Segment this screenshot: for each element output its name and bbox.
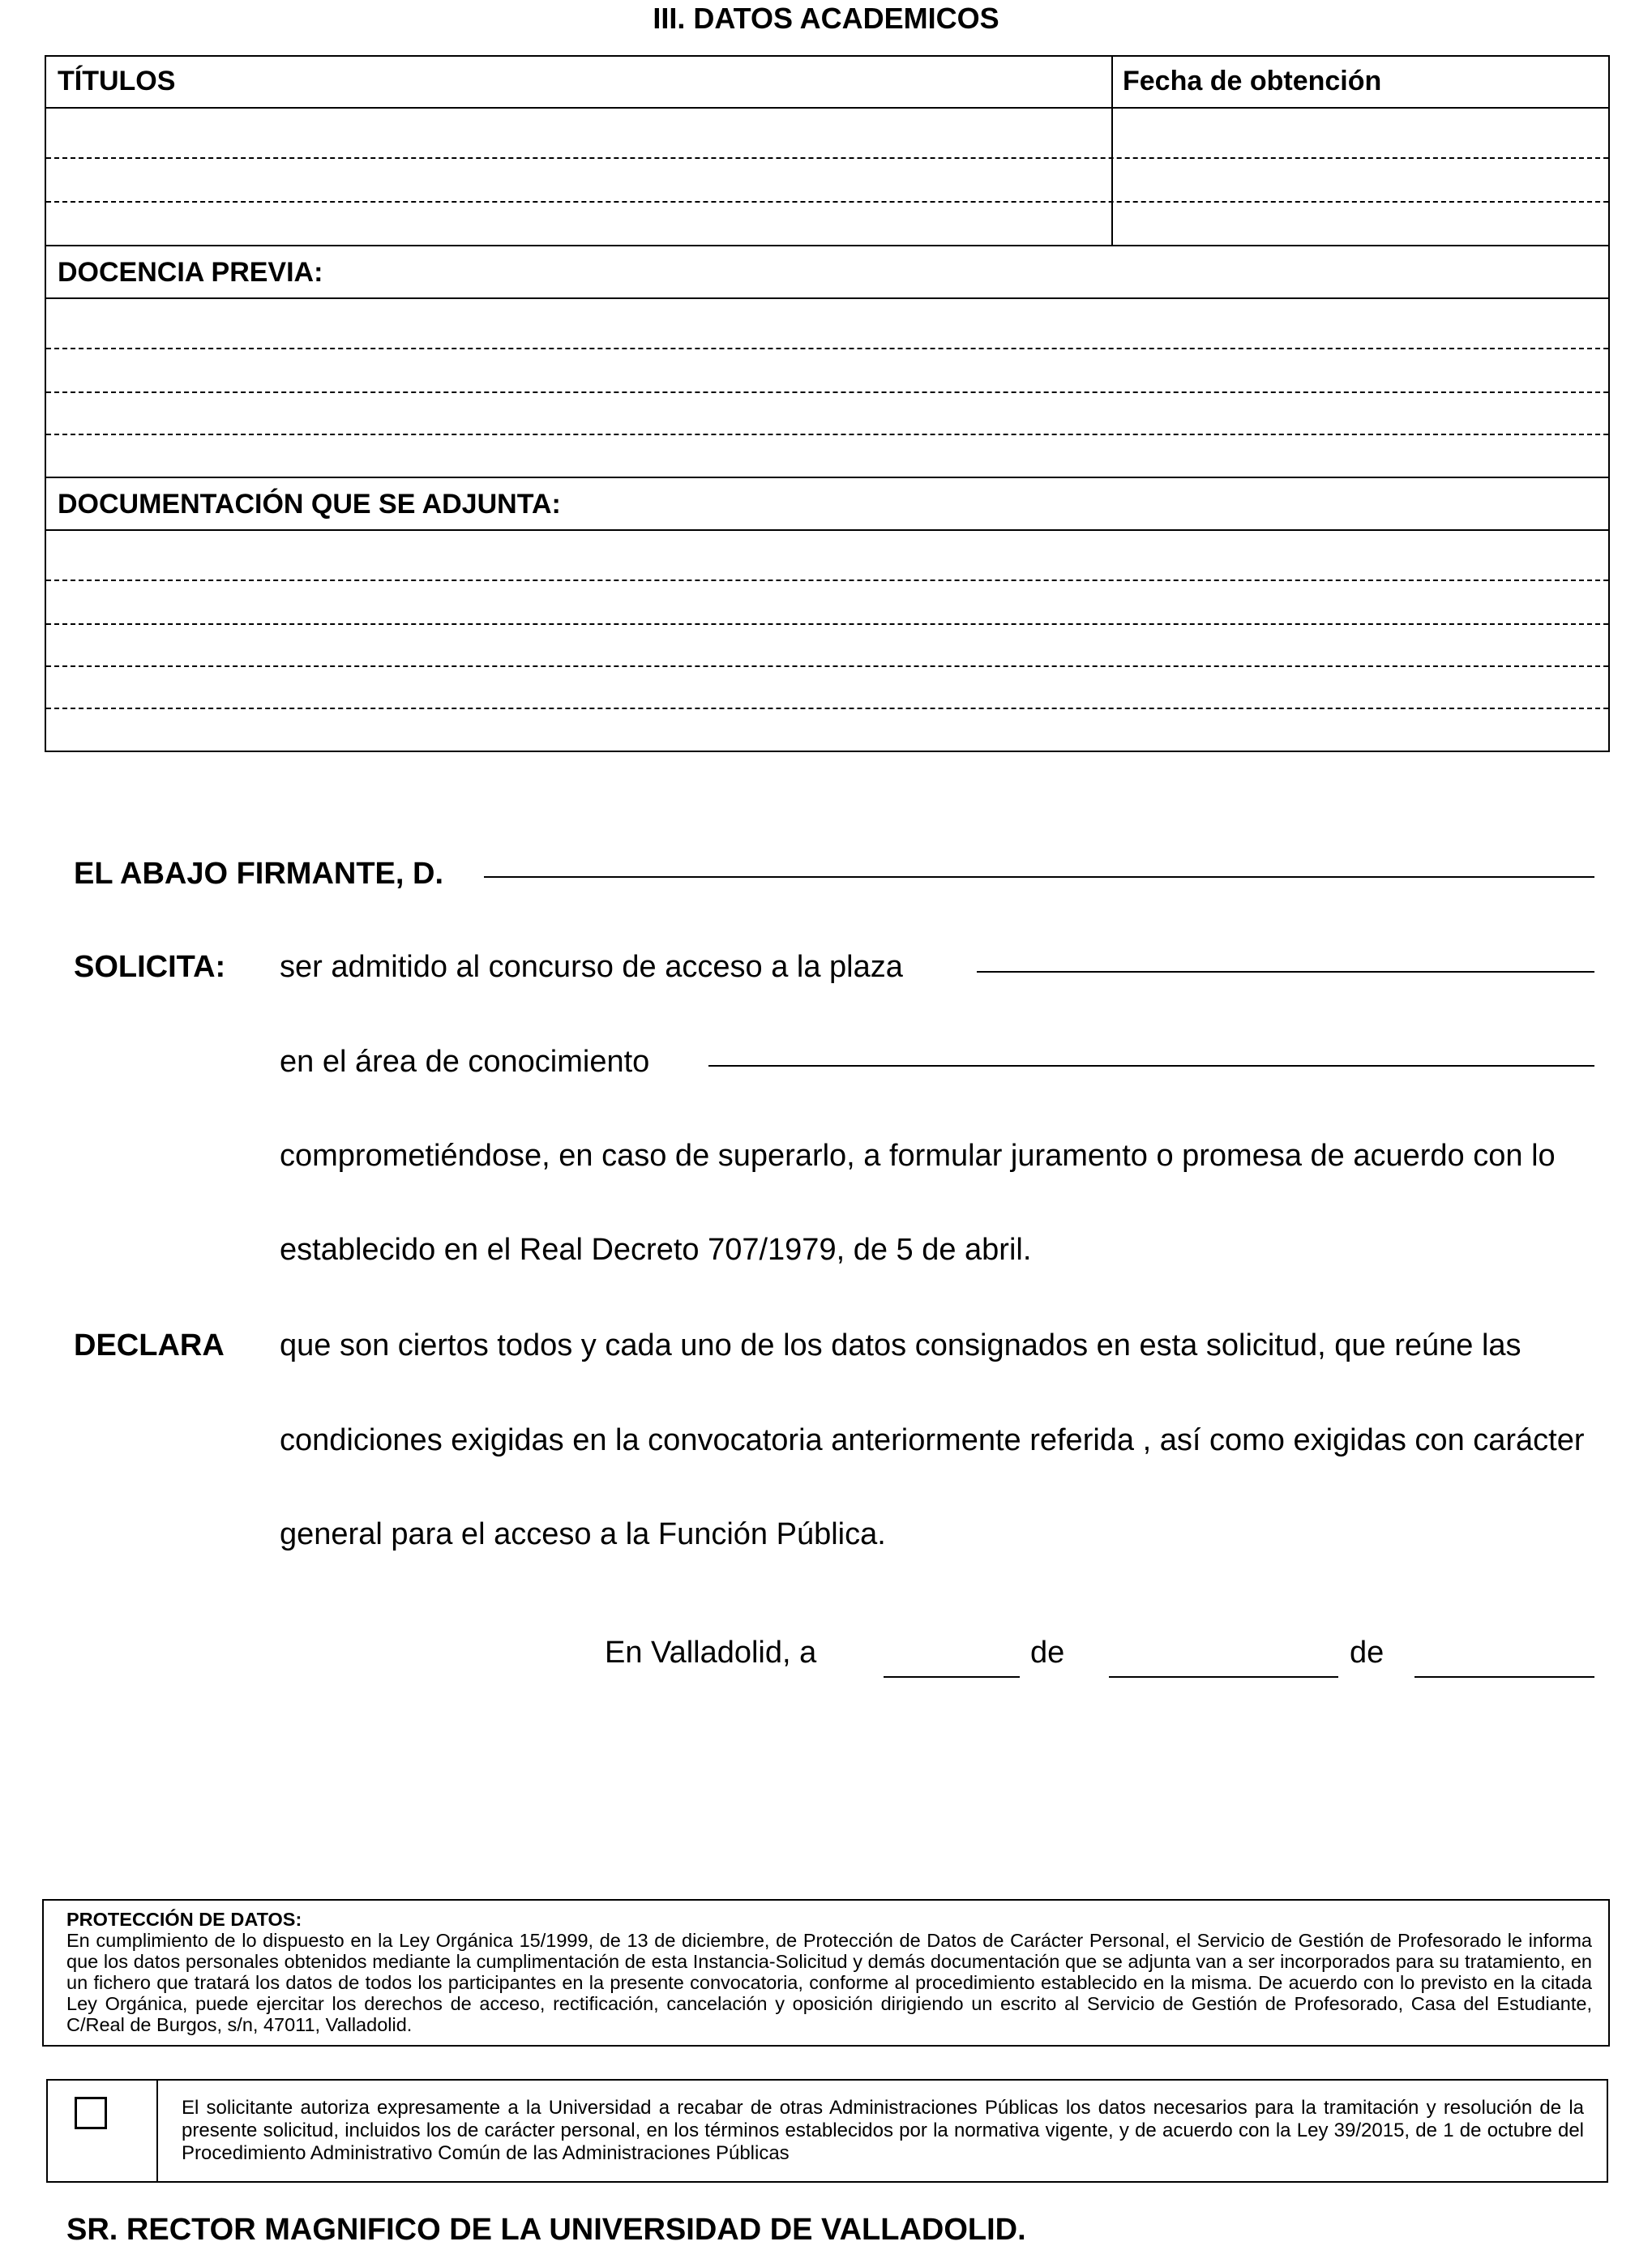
data-protection-title: PROTECCIÓN DE DATOS:: [66, 1909, 302, 1930]
data-protection-text: En cumplimiento de lo dispuesto en la Ley Orgánica 15/1999, de 13 de diciembre, de Protección de Datos de Carácter Personal, el Servicio de Gestión de Profesorado le informa que los datos personales obtenidos mediante la cumplimentación de esta Instancia-Solicitud y demás documentación que se adjunta van a ser incorporados para su tratamiento, en un fichero que tratará los datos de todos los participantes en la presente convocatoria, conforme al procedimiento establecido en la misma. De acuerdo con lo previsto en la citada Ley Orgánica, puede ejercitar los derechos de acceso, rectificación, cancelación y oposición dirigiendo un escrito al Servicio de Gestión de Profesorado, Casa del Estudiante, C/Real de Burgos, s/n, 47011, Valladolid.: [66, 1930, 1592, 2035]
documentacion-header: DOCUMENTACIÓN QUE SE ADJUNTA:: [58, 489, 561, 520]
addressee: SR. RECTOR MAGNIFICO DE LA UNIVERSIDAD DE VALLADOLID.: [66, 2213, 1026, 2247]
documentacion-entry-2[interactable]: [46, 581, 1608, 623]
month-field[interactable]: [1109, 1676, 1338, 1678]
date-de-1: de: [1030, 1636, 1065, 1670]
fecha-obtencion-header: Fecha de obtención: [1123, 66, 1382, 96]
titulos-entry-3[interactable]: [46, 203, 1608, 245]
firmante-label: EL ABAJO FIRMANTE, D.: [74, 857, 444, 891]
authorization-divider: [156, 2081, 158, 2181]
docencia-entry-3[interactable]: [46, 393, 1608, 434]
declara-text-3: general para el acceso a la Función Pública.: [280, 1517, 886, 1551]
docencia-entry-2[interactable]: [46, 349, 1608, 391]
row-divider: [46, 245, 1608, 246]
date-de-2: de: [1350, 1636, 1385, 1670]
authorization-checkbox[interactable]: [75, 2097, 107, 2129]
firmante-name-field[interactable]: [484, 876, 1594, 878]
titulos-header: TÍTULOS: [58, 66, 176, 96]
documentacion-entry-1[interactable]: [46, 531, 1608, 580]
docencia-previa-header: DOCENCIA PREVIA:: [58, 257, 323, 288]
area-conocimiento-field[interactable]: [708, 1065, 1594, 1067]
titulos-entry-1[interactable]: [46, 109, 1608, 157]
date-prefix: En Valladolid, a: [605, 1636, 817, 1670]
academic-data-table: [45, 55, 1610, 752]
row-divider: [46, 477, 1608, 478]
plaza-field[interactable]: [977, 971, 1594, 973]
solicita-text-compromiso: comprometiéndose, en caso de superarlo, a formular juramento o promesa de acuerdo con lo: [280, 1139, 1556, 1173]
docencia-entry-4[interactable]: [46, 435, 1608, 476]
authorization-box: [46, 2079, 1608, 2183]
declara-text-1: que son ciertos todos y cada uno de los datos consignados en esta solicitud, que reúne las: [280, 1328, 1521, 1362]
solicita-text-area: en el área de conocimiento: [280, 1045, 650, 1079]
titulos-entry-2[interactable]: [46, 159, 1608, 201]
year-field[interactable]: [1414, 1676, 1594, 1678]
declara-text-2: condiciones exigidas en la convocatoria anteriormente referida , así como exigidas con carácter: [280, 1423, 1585, 1457]
solicita-text-decreto: establecido en el Real Decreto 707/1979, de 5 de abril.: [280, 1233, 1032, 1267]
data-protection-notice: [42, 1899, 1610, 2047]
section-title: III. DATOS ACADEMICOS: [653, 2, 999, 35]
declara-label: DECLARA: [74, 1328, 225, 1362]
solicita-label: SOLICITA:: [74, 950, 226, 984]
day-field[interactable]: [884, 1676, 1020, 1678]
documentacion-entry-4[interactable]: [46, 667, 1608, 708]
docencia-entry-1[interactable]: [46, 299, 1608, 348]
authorization-text: El solicitante autoriza expresamente a la Universidad a recabar de otras Administraciones Públicas los datos necesarios para la tramitación y resolución de la presente solicitud, incluidos los de carácter personal, en los términos establecidos por la normativa vigente, y de acuerdo con la Ley 39/2015, de 1 de octubre del Procedimiento Administrativo Común de las Administraciones Públicas: [182, 2097, 1584, 2164]
documentacion-entry-3[interactable]: [46, 625, 1608, 665]
solicita-text-plaza: ser admitido al concurso de acceso a la plaza: [280, 950, 903, 984]
documentacion-entry-5[interactable]: [46, 709, 1608, 751]
